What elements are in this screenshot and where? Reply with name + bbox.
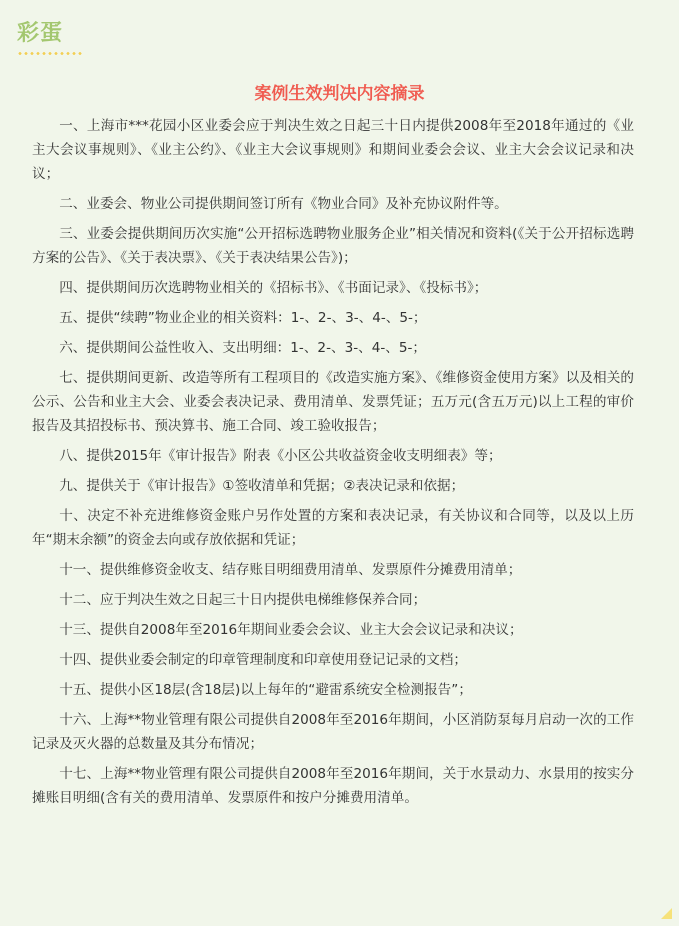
paragraph-8: 八、提供2015年《审计报告》附表《小区公共收益资金收支明细表》等； bbox=[59, 448, 502, 464]
paragraph-10: 十、决定不补充进维修资金账户另作处置的方案和表决记录，有关协议和合同等，以及以上历年“期末余额”的资金去向或存放依据和凭证； bbox=[32, 508, 634, 548]
paragraph-14: 十四、提供业委会制定的印章管理制度和印章使用登记记录的文档； bbox=[59, 652, 467, 668]
paragraph-3: 三、业委会提供期间历次实施“公开招标选聘物业服务企业”相关情况和资料(《关于公开招标选聘方案的公告》、《关于表决票》、《关于表决结果公告》)； bbox=[32, 226, 634, 266]
document-body bbox=[32, 114, 634, 816]
paragraph-13: 十三、提供自2008年至2016年期间业委会会议、业主大会会议记录和决议； bbox=[59, 622, 523, 638]
paragraph-17: 十七、上海**物业管理有限公司提供自2008年至2016年期间，关于水景动力、水景用的按实分摊账目明细(含有关的费用清单、发票原件和按户分摊费用清单。 bbox=[32, 766, 634, 806]
document-title: 案例生效判决内容摘录 bbox=[254, 84, 425, 104]
paragraph-12: 十二、应于判决生效之日起三十日内提供电梯维修保养合同； bbox=[59, 592, 427, 608]
badge-label: 彩蛋 bbox=[17, 21, 64, 46]
paragraph-7: 七、提供期间更新、改造等所有工程项目的《改造实施方案》、《维修资金使用方案》以及相关的公示、公告和业主大会、业委会表决记录、费用清单、发票凭证；五万元(含五万元)以上工程的审价报告及其招投标书、预决算书、施工合同、竣工验收报告； bbox=[32, 370, 634, 434]
paragraph-4: 四、提供期间历次选聘物业相关的《招标书》、《书面记录》、《投标书》； bbox=[59, 280, 488, 296]
dotted-underline bbox=[17, 52, 83, 55]
paragraph-11: 十一、提供维修资金收支、结存账目明细费用清单、发票原件分摊费用清单； bbox=[59, 562, 522, 578]
section-badge bbox=[17, 20, 87, 55]
paragraph-9: 九、提供关于《审计报告》①签收清单和凭据；②表决记录和依据； bbox=[59, 478, 465, 494]
paragraph-15: 十五、提供小区18层(含18层)以上每年的“避雷系统安全检测报告”； bbox=[59, 682, 472, 698]
paragraph-1: 一、上海市***花园小区业委会应于判决生效之日起三十日内提供2008年至2018年通过的《业主大会议事规则》、《业主公约》、《业主大会议事规则》和期间业委会会议、业主大会会议记录和决议； bbox=[32, 118, 634, 182]
paragraph-6: 六、提供期间公益性收入、支出明细：1-、2-、3-、4-、5-； bbox=[59, 340, 427, 356]
paragraph-5: 五、提供“续聘”物业企业的相关资料：1-、2-、3-、4-、5-； bbox=[59, 310, 427, 326]
corner-triangle-decoration bbox=[661, 908, 672, 919]
paragraph-16: 十六、上海**物业管理有限公司提供自2008年至2016年期间，小区消防泵每月启动一次的工作记录及灭火器的总数量及其分布情况； bbox=[32, 712, 634, 752]
paragraph-2: 二、业委会、物业公司提供期间签订所有《物业合同》及补充协议附件等。 bbox=[59, 196, 508, 212]
